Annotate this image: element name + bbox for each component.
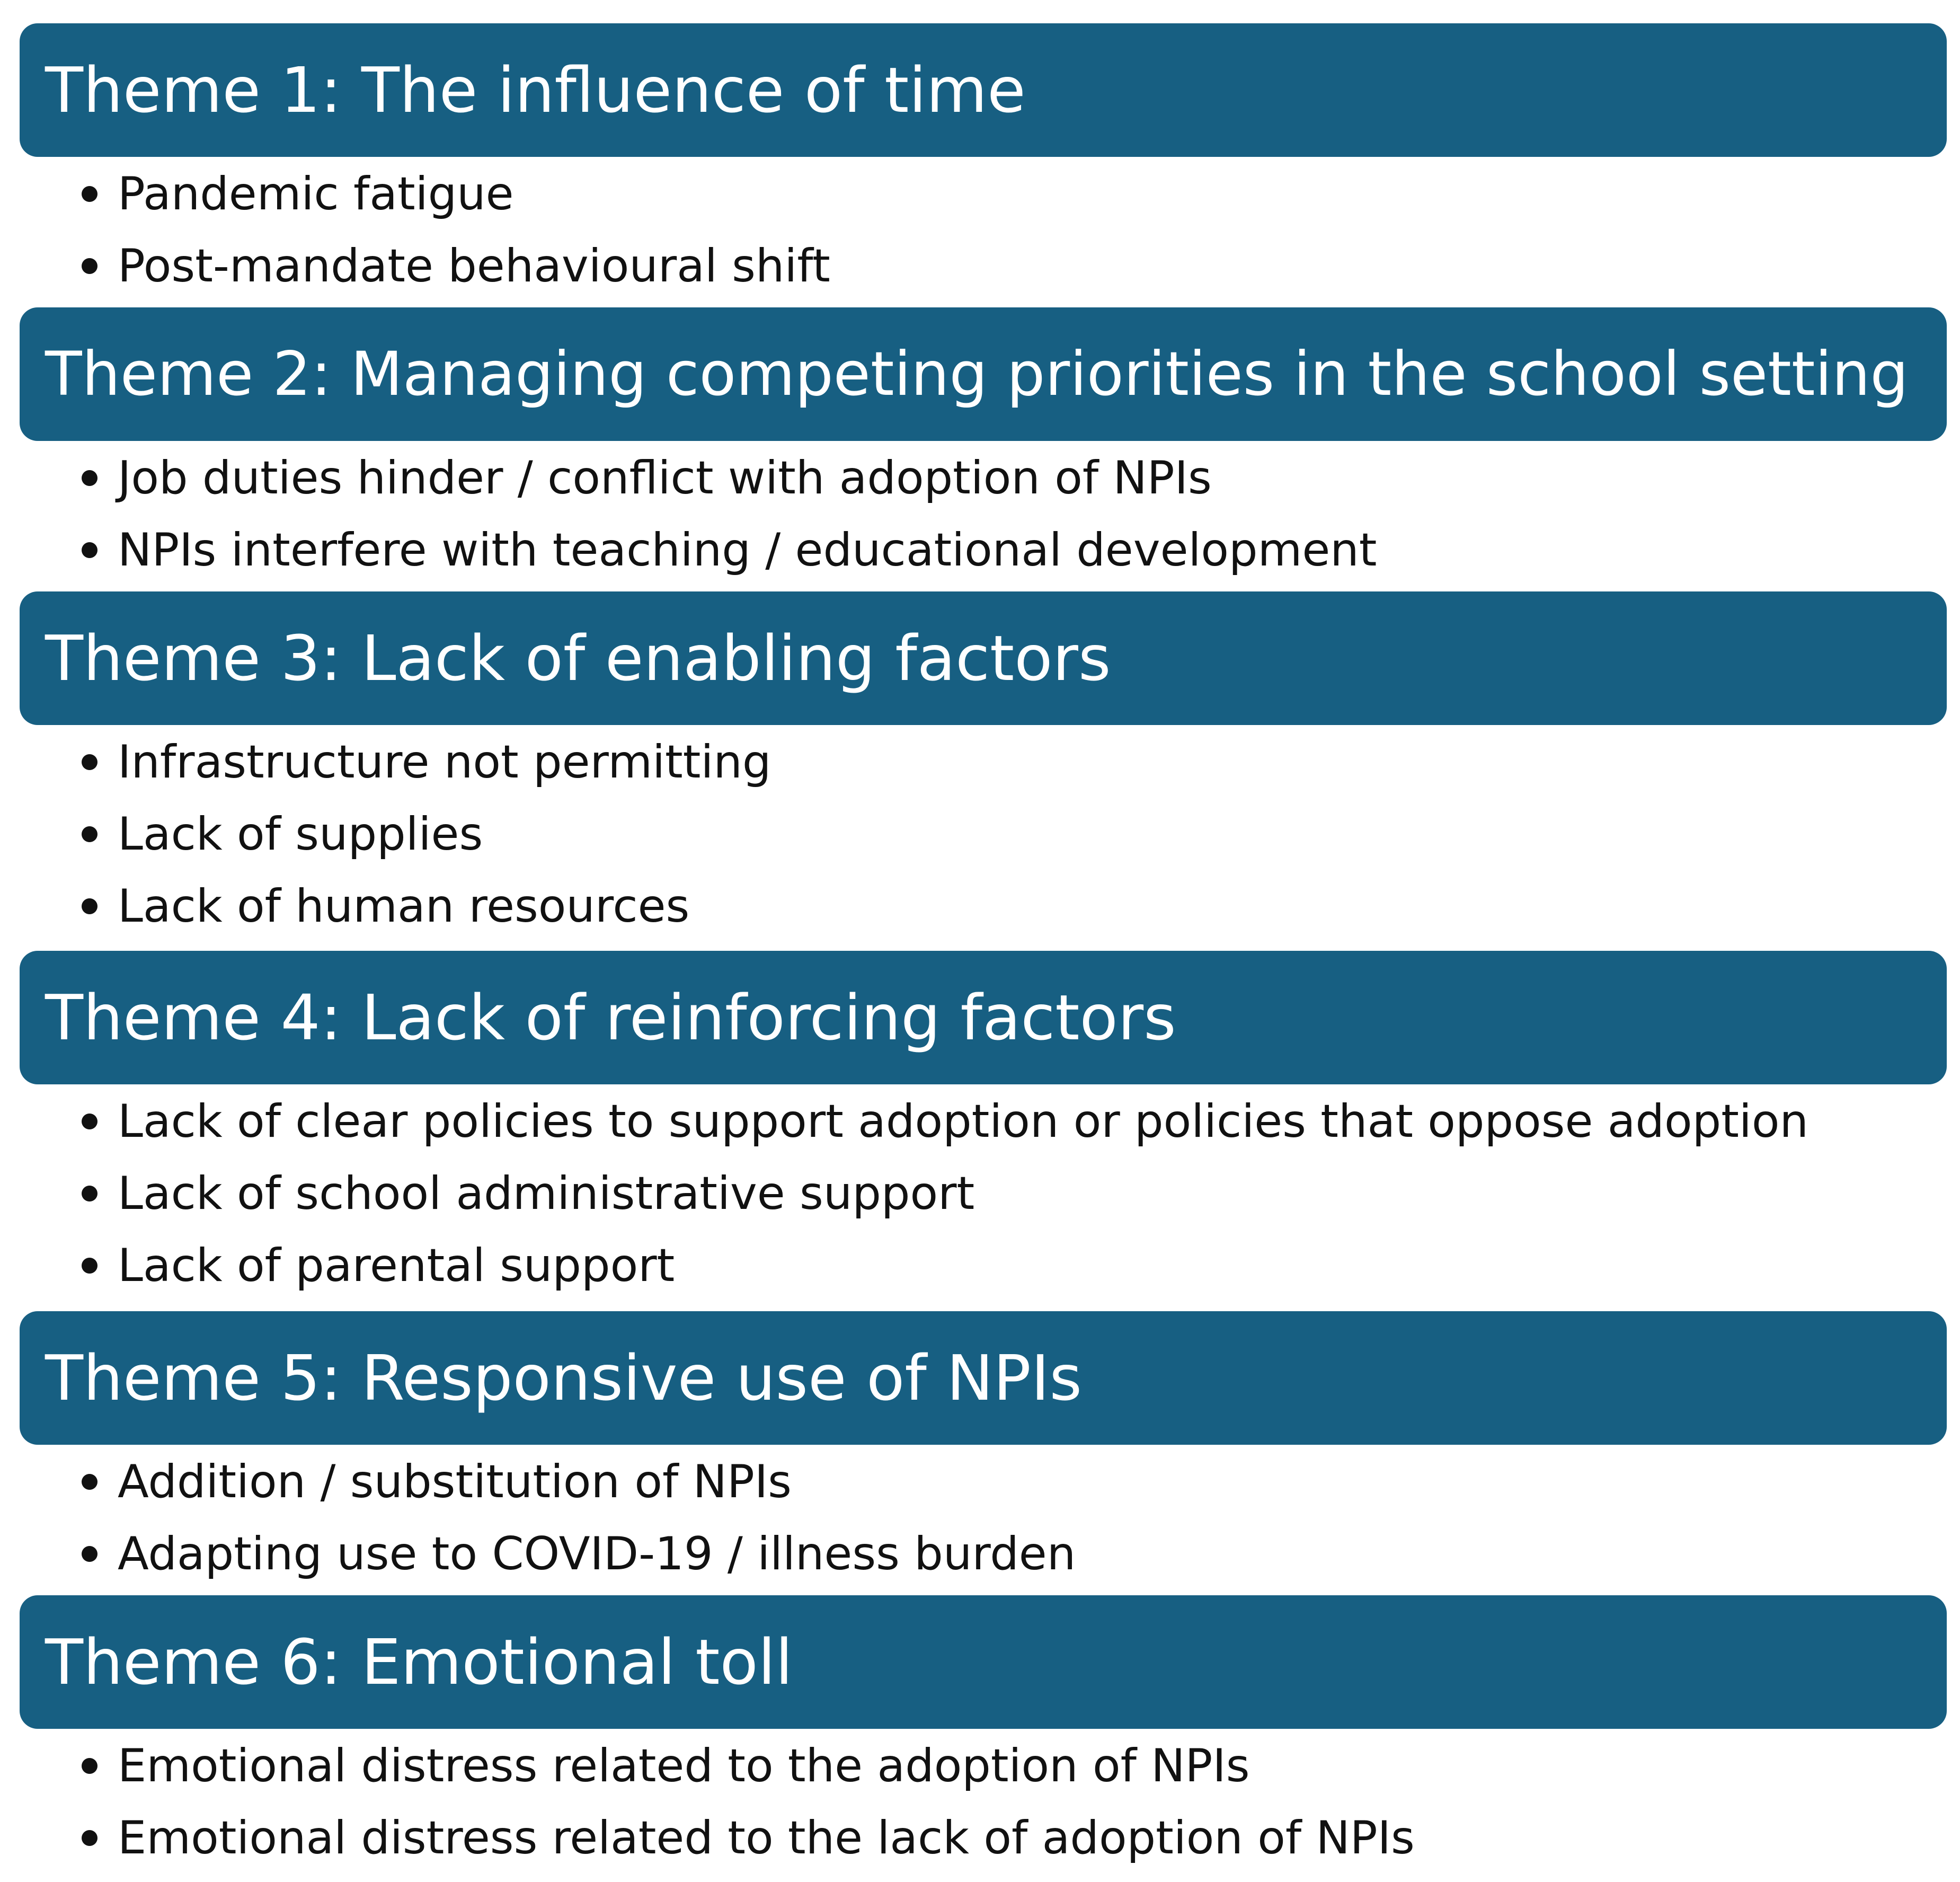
bullet-icon	[82, 542, 97, 558]
subtheme-label: Adapting use to COVID-19 / illness burden	[118, 1527, 1076, 1580]
theme-3-header	[20, 591, 1947, 725]
subtheme-label: Lack of school administrative support	[118, 1167, 975, 1220]
bullet-icon	[82, 186, 97, 202]
theme-3-title: Theme 3: Lack of enabling factors	[45, 622, 1111, 695]
theme-4-header	[20, 951, 1947, 1084]
subtheme-label: Emotional distress related to the adoption of NPIs	[118, 1739, 1250, 1792]
subtheme-label: Post-mandate behavioural shift	[118, 240, 830, 293]
bullet-icon	[82, 754, 97, 770]
subtheme-label: Addition / substitution of NPIs	[118, 1455, 792, 1508]
subtheme-label: Pandemic fatigue	[118, 167, 514, 220]
subtheme-label: Job duties hinder / conflict with adoption of NPIs	[118, 452, 1212, 505]
bullet-icon	[82, 1114, 97, 1129]
bullet-icon	[82, 1186, 97, 1201]
bullet-icon	[82, 826, 97, 842]
theme-1-header	[20, 23, 1947, 157]
bullet-icon	[82, 1546, 97, 1562]
theme-2-title: Theme 2: Managing competing priorities in the school setting	[45, 339, 1909, 409]
bullet-icon	[82, 258, 97, 274]
bullet-icon	[82, 1474, 97, 1490]
bullet-icon	[82, 470, 97, 486]
bullet-icon	[82, 898, 97, 914]
subtheme-label: NPIs interfere with teaching / educational development	[118, 524, 1377, 577]
theme-6-header	[20, 1595, 1947, 1729]
bullet-icon	[82, 1258, 97, 1274]
theme-6-title: Theme 6: Emotional toll	[45, 1625, 793, 1699]
subtheme-label: Lack of parental support	[118, 1239, 675, 1292]
bullet-icon	[82, 1758, 97, 1774]
theme-5-header	[20, 1311, 1947, 1445]
subtheme-label: Emotional distress related to the lack of adoption of NPIs	[118, 1812, 1415, 1865]
subtheme-label: Lack of clear policies to support adoption or policies that oppose adoption	[118, 1095, 1808, 1148]
subtheme-label: Lack of supplies	[118, 808, 483, 861]
theme-4-title: Theme 4: Lack of reinforcing factors	[45, 981, 1176, 1054]
theme-1-title: Theme 1: The influence of time	[45, 54, 1026, 127]
bullet-icon	[82, 1830, 97, 1846]
subtheme-label: Infrastructure not permitting	[118, 736, 771, 789]
subtheme-label: Lack of human resources	[118, 880, 690, 933]
theme-5-title: Theme 5: Responsive use of NPIs	[45, 1341, 1083, 1415]
theme-2-header	[20, 307, 1947, 441]
